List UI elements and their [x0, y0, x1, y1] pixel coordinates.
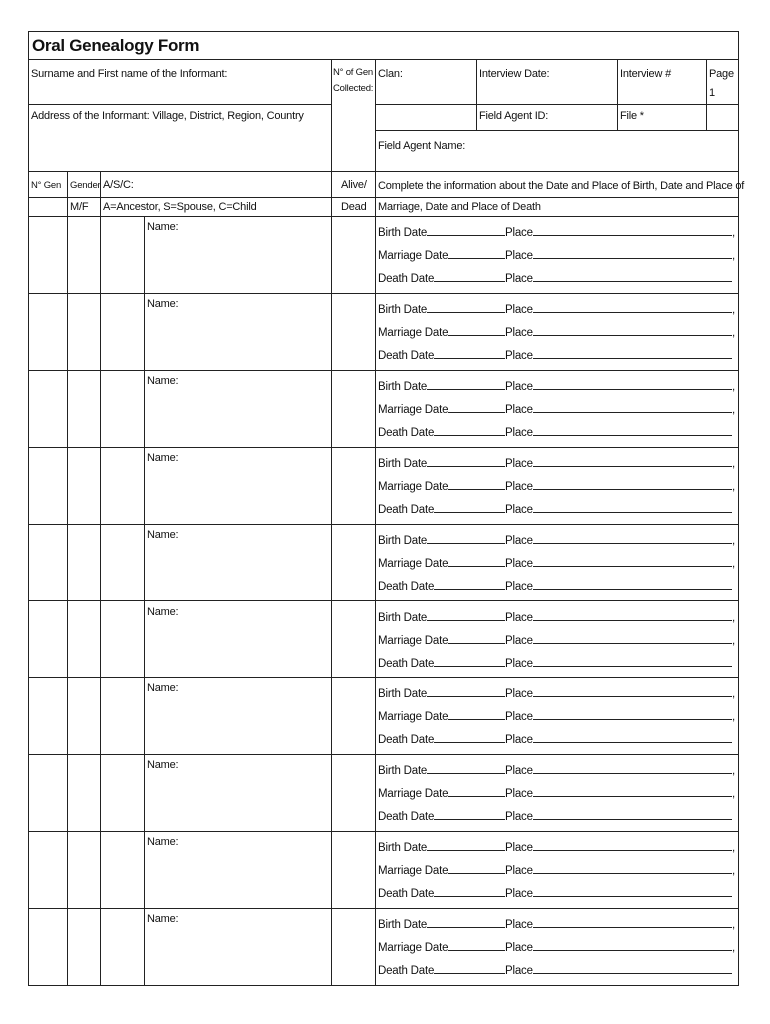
divider: [375, 104, 738, 105]
birth-line: [378, 454, 735, 471]
table-row: [29, 524, 738, 601]
file-label: File *: [620, 110, 644, 122]
birth-place-label: Place: [505, 380, 533, 393]
comma: ,: [732, 611, 735, 624]
death-date-label: Death Date: [378, 273, 435, 285]
birth-date-label: Birth Date: [378, 457, 428, 470]
name-label: Name:: [147, 451, 179, 464]
death-line: [378, 346, 732, 363]
marriage-date-field[interactable]: [448, 323, 505, 336]
death-place-label: Place: [505, 349, 533, 362]
birth-date-field[interactable]: [427, 608, 505, 621]
marriage-line: [378, 707, 735, 724]
table-row: [29, 293, 738, 370]
marriage-place-field[interactable]: [533, 707, 732, 720]
birth-date-field[interactable]: [427, 454, 505, 467]
death-place-label: Place: [505, 734, 533, 747]
death-line: [378, 961, 732, 978]
birth-date-field[interactable]: [427, 300, 505, 313]
divider: [29, 197, 738, 198]
marriage-line: [378, 323, 735, 340]
page-number: 1: [709, 87, 715, 99]
marriage-place-label: Place: [505, 480, 533, 493]
marriage-date-field[interactable]: [448, 938, 505, 951]
birth-place-field[interactable]: [533, 608, 732, 621]
marriage-date-field[interactable]: [448, 554, 505, 567]
birth-place-label: Place: [505, 688, 533, 701]
death-place-label: Place: [505, 965, 533, 978]
death-date-field[interactable]: [434, 961, 505, 974]
death-place-field[interactable]: [533, 654, 732, 667]
table-row: [29, 601, 738, 678]
death-place-field[interactable]: [533, 577, 732, 590]
death-date-field[interactable]: [434, 346, 505, 359]
birth-date-label: Birth Date: [378, 303, 428, 316]
comma: ,: [732, 919, 735, 932]
marriage-line: [378, 400, 735, 417]
marriage-line: [378, 631, 735, 648]
marriage-place-label: Place: [505, 326, 533, 339]
divider: [617, 59, 618, 130]
comma: ,: [732, 227, 735, 239]
birth-line: [378, 377, 735, 394]
birth-date-label: Birth Date: [378, 688, 428, 701]
death-line: [378, 730, 732, 747]
birth-date-field[interactable]: [427, 915, 505, 928]
marriage-line: [378, 861, 735, 878]
marriage-place-label: Place: [505, 403, 533, 416]
comma: ,: [732, 942, 735, 955]
marriage-date-label: Marriage Date: [378, 711, 449, 724]
death-place-label: Place: [505, 580, 533, 593]
marriage-place-label: Place: [505, 250, 533, 262]
birth-line: [378, 761, 735, 778]
table-row: [29, 447, 738, 524]
marriage-line: [378, 784, 735, 801]
comma: ,: [732, 534, 735, 547]
marriage-place-field[interactable]: [533, 861, 732, 874]
divider: [706, 59, 707, 130]
death-date-label: Death Date: [378, 503, 435, 516]
interview-number-label: Interview #: [620, 68, 671, 80]
death-place-label: Place: [505, 888, 533, 901]
instructions-line-1: Complete the information about the Date and Place of Birth, Date and Place of: [378, 180, 745, 192]
birth-date-field[interactable]: [427, 684, 505, 697]
marriage-place-label: Place: [505, 865, 533, 878]
instructions-line-2: Marriage, Date and Place of Death: [378, 201, 541, 213]
gen-column-label: N° Gen: [31, 180, 62, 191]
birth-date-field[interactable]: [427, 761, 505, 774]
divider: [29, 171, 738, 172]
marriage-date-label: Marriage Date: [378, 634, 449, 647]
death-date-field[interactable]: [434, 807, 505, 820]
marriage-date-label: Marriage Date: [378, 557, 449, 570]
birth-line: [378, 838, 735, 855]
death-place-label: Place: [505, 426, 533, 439]
marriage-date-label: Marriage Date: [378, 250, 449, 262]
birth-place-label: Place: [505, 534, 533, 547]
birth-line: [378, 915, 735, 932]
marriage-date-field[interactable]: [448, 861, 505, 874]
marriage-date-label: Marriage Date: [378, 865, 449, 878]
marriage-date-label: Marriage Date: [378, 942, 449, 955]
name-label: Name:: [147, 759, 179, 772]
marriage-place-field[interactable]: [533, 400, 732, 413]
birth-date-label: Birth Date: [378, 842, 428, 855]
death-date-label: Death Date: [378, 349, 435, 362]
birth-line: [378, 300, 735, 317]
name-label: Name:: [147, 836, 179, 849]
death-date-label: Death Date: [378, 734, 435, 747]
death-line: [378, 807, 732, 824]
comma: ,: [732, 842, 735, 855]
birth-place-field[interactable]: [533, 531, 732, 544]
comma: ,: [732, 711, 735, 724]
address-label: Address of the Informant: Village, District, Region, Country: [31, 110, 304, 122]
asc-legend: A=Ancestor, S=Spouse, C=Child: [103, 201, 257, 213]
divider: [29, 59, 738, 60]
marriage-date-field[interactable]: [448, 631, 505, 644]
death-date-field[interactable]: [434, 884, 505, 897]
death-place-field[interactable]: [533, 346, 732, 359]
birth-line: [378, 223, 735, 240]
marriage-place-label: Place: [505, 711, 533, 724]
birth-place-label: Place: [505, 842, 533, 855]
marriage-place-field[interactable]: [533, 246, 732, 259]
marriage-line: [378, 246, 735, 263]
marriage-date-field[interactable]: [448, 707, 505, 720]
marriage-date-field[interactable]: [448, 246, 505, 259]
birth-place-field[interactable]: [533, 838, 732, 851]
name-label: Name:: [147, 221, 179, 233]
divider: [29, 104, 331, 105]
marriage-place-field[interactable]: [533, 631, 732, 644]
comma: ,: [732, 634, 735, 647]
death-date-label: Death Date: [378, 811, 435, 824]
marriage-place-field[interactable]: [533, 784, 732, 797]
birth-place-field[interactable]: [533, 377, 732, 390]
marriage-date-field[interactable]: [448, 400, 505, 413]
death-place-field[interactable]: [533, 423, 732, 436]
birth-place-label: Place: [505, 919, 533, 932]
divider: [476, 59, 477, 130]
table-row: [29, 216, 738, 293]
table-row: [29, 370, 738, 447]
death-line: [378, 500, 732, 517]
marriage-date-label: Marriage Date: [378, 403, 449, 416]
comma: ,: [732, 557, 735, 570]
death-date-label: Death Date: [378, 580, 435, 593]
death-date-field[interactable]: [434, 654, 505, 667]
marriage-place-field[interactable]: [533, 477, 732, 490]
death-place-field[interactable]: [533, 961, 732, 974]
birth-place-label: Place: [505, 227, 533, 239]
marriage-date-label: Marriage Date: [378, 480, 449, 493]
death-place-field[interactable]: [533, 884, 732, 897]
field-agent-name-label: Field Agent Name:: [378, 140, 466, 152]
death-place-field[interactable]: [533, 500, 732, 513]
birth-place-field[interactable]: [533, 300, 732, 313]
marriage-place-field[interactable]: [533, 323, 732, 336]
death-date-label: Death Date: [378, 657, 435, 670]
table-row: [29, 831, 738, 908]
death-date-field[interactable]: [434, 423, 505, 436]
comma: ,: [732, 403, 735, 416]
marriage-place-field[interactable]: [533, 554, 732, 567]
comma: ,: [732, 865, 735, 878]
death-line: [378, 577, 732, 594]
alive-column-label: Alive/: [341, 179, 367, 191]
clan-label: Clan:: [378, 68, 403, 80]
death-place-label: Place: [505, 811, 533, 824]
death-line: [378, 884, 732, 901]
informant-name-label: Surname and First name of the Informant:: [31, 68, 228, 80]
divider: [375, 130, 738, 131]
birth-place-field[interactable]: [533, 223, 732, 236]
page-title: Oral Genealogy Form: [32, 36, 200, 55]
birth-place-field[interactable]: [533, 454, 732, 467]
death-date-field[interactable]: [434, 730, 505, 743]
death-place-label: Place: [505, 503, 533, 516]
marriage-date-field[interactable]: [448, 477, 505, 490]
marriage-line: [378, 477, 735, 494]
gender-values: M/F: [70, 201, 89, 213]
name-label: Name:: [147, 605, 179, 618]
marriage-place-field[interactable]: [533, 938, 732, 951]
death-place-label: Place: [505, 273, 533, 285]
comma: ,: [732, 688, 735, 701]
death-place-field[interactable]: [533, 730, 732, 743]
table-row: [29, 908, 738, 985]
death-date-field[interactable]: [434, 577, 505, 590]
birth-place-label: Place: [505, 765, 533, 778]
name-label: Name:: [147, 682, 179, 695]
death-date-label: Death Date: [378, 426, 435, 439]
gender-column-label: Gender: [70, 180, 101, 191]
death-date-label: Death Date: [378, 888, 435, 901]
death-line: [378, 269, 732, 286]
marriage-place-label: Place: [505, 634, 533, 647]
marriage-line: [378, 554, 735, 571]
birth-place-field[interactable]: [533, 684, 732, 697]
gen-collected-label: N° of Gen: [333, 67, 374, 78]
birth-date-label: Birth Date: [378, 765, 428, 778]
comma: ,: [732, 788, 735, 801]
name-label: Name:: [147, 913, 179, 926]
table-row: [29, 677, 738, 754]
birth-line: [378, 608, 735, 625]
birth-place-label: Place: [505, 611, 533, 624]
name-label: Name:: [147, 297, 179, 310]
marriage-line: [378, 938, 735, 955]
birth-line: [378, 531, 735, 548]
table-row: [29, 754, 738, 831]
comma: ,: [732, 380, 735, 393]
birth-place-label: Place: [505, 303, 533, 316]
birth-date-label: Birth Date: [378, 227, 428, 239]
divider: [331, 59, 332, 171]
comma: ,: [732, 250, 735, 262]
dead-column-label: Dead: [341, 201, 367, 213]
marriage-place-label: Place: [505, 557, 533, 570]
marriage-place-label: Place: [505, 942, 533, 955]
birth-date-label: Birth Date: [378, 919, 428, 932]
page-label: Page: [709, 68, 734, 80]
death-date-field[interactable]: [434, 269, 505, 282]
genealogy-form: [28, 31, 745, 986]
birth-place-label: Place: [505, 457, 533, 470]
death-line: [378, 423, 732, 440]
gen-collected-label-2: Collected:: [333, 83, 374, 94]
marriage-place-label: Place: [505, 788, 533, 801]
comma: ,: [732, 303, 735, 316]
birth-date-label: Birth Date: [378, 611, 428, 624]
birth-place-field[interactable]: [533, 761, 732, 774]
divider: [375, 59, 376, 171]
death-place-label: Place: [505, 657, 533, 670]
name-label: Name:: [147, 374, 179, 387]
death-line: [378, 654, 732, 671]
birth-place-field[interactable]: [533, 915, 732, 928]
death-date-label: Death Date: [378, 965, 435, 978]
birth-date-field[interactable]: [427, 531, 505, 544]
death-place-field[interactable]: [533, 807, 732, 820]
comma: ,: [732, 765, 735, 778]
comma: ,: [732, 326, 735, 339]
marriage-date-label: Marriage Date: [378, 326, 449, 339]
death-place-field[interactable]: [533, 269, 732, 282]
comma: ,: [732, 457, 735, 470]
birth-line: [378, 684, 735, 701]
birth-date-label: Birth Date: [378, 534, 428, 547]
comma: ,: [732, 480, 735, 493]
death-date-field[interactable]: [434, 500, 505, 513]
field-agent-id-label: Field Agent ID:: [479, 110, 549, 122]
marriage-date-label: Marriage Date: [378, 788, 449, 801]
interview-date-label: Interview Date:: [479, 68, 550, 80]
marriage-date-field[interactable]: [448, 784, 505, 797]
birth-date-field[interactable]: [427, 377, 505, 390]
birth-date-field[interactable]: [427, 223, 505, 236]
birth-date-field[interactable]: [427, 838, 505, 851]
name-label: Name:: [147, 528, 179, 541]
birth-date-label: Birth Date: [378, 380, 428, 393]
asc-column-label: A/S/C:: [103, 179, 134, 191]
